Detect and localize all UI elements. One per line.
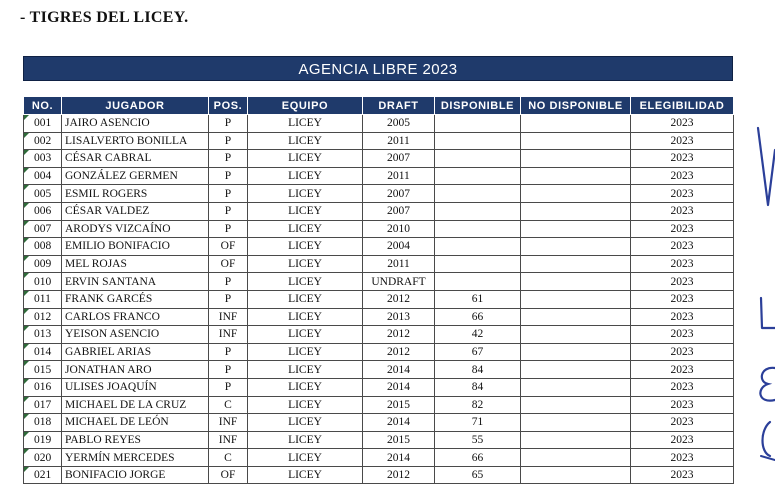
cell-not-available <box>521 185 631 203</box>
cell-eligibility: 2023 <box>631 220 734 238</box>
cell-draft: 2014 <box>363 414 435 432</box>
column-header-draft: DRAFT <box>363 97 435 115</box>
cell-player: ERVIN SANTANA <box>62 273 209 291</box>
cell-player: ESMIL ROGERS <box>62 185 209 203</box>
cell-no: 014 <box>24 343 62 361</box>
cell-position: P <box>209 343 248 361</box>
table-header-row <box>24 97 734 115</box>
cell-no: 019 <box>24 431 62 449</box>
table-row <box>24 255 734 273</box>
column-header-eligibility: ELEGIBILIDAD <box>631 97 734 115</box>
cell-team: LICEY <box>248 449 363 467</box>
cell-not-available <box>521 273 631 291</box>
table-row <box>24 220 734 238</box>
cell-team: LICEY <box>248 378 363 396</box>
cell-not-available <box>521 150 631 168</box>
cell-draft: 2014 <box>363 449 435 467</box>
cell-available <box>435 132 521 150</box>
cell-position: OF <box>209 466 248 484</box>
cell-no: 021 <box>24 466 62 484</box>
cell-position: INF <box>209 308 248 326</box>
cell-team: LICEY <box>248 396 363 414</box>
cell-eligibility: 2023 <box>631 308 734 326</box>
cell-draft: 2004 <box>363 238 435 256</box>
cell-player: PABLO REYES <box>62 431 209 449</box>
cell-player: YEISON ASENCIO <box>62 326 209 344</box>
cell-available <box>435 220 521 238</box>
cell-team: LICEY <box>248 115 363 133</box>
table-row <box>24 396 734 414</box>
cell-draft: 2007 <box>363 202 435 220</box>
cell-team: LICEY <box>248 238 363 256</box>
cell-player: FRANK GARCÉS <box>62 290 209 308</box>
cell-not-available <box>521 202 631 220</box>
handwritten-margin-marks <box>748 110 775 490</box>
cell-eligibility: 2023 <box>631 255 734 273</box>
cell-eligibility: 2023 <box>631 378 734 396</box>
cell-not-available <box>521 361 631 379</box>
table-row <box>24 115 734 133</box>
cell-eligibility: 2023 <box>631 396 734 414</box>
cell-eligibility: 2023 <box>631 150 734 168</box>
table-row <box>24 466 734 484</box>
table-row <box>24 361 734 379</box>
cell-not-available <box>521 343 631 361</box>
cell-player: GABRIEL ARIAS <box>62 343 209 361</box>
cell-draft: 2015 <box>363 396 435 414</box>
cell-no: 016 <box>24 378 62 396</box>
cell-not-available <box>521 220 631 238</box>
table-row <box>24 326 734 344</box>
cell-no: 008 <box>24 238 62 256</box>
cell-eligibility: 2023 <box>631 431 734 449</box>
cell-eligibility: 2023 <box>631 273 734 291</box>
column-header-position: POS. <box>209 97 248 115</box>
cell-player: MICHAEL DE LA CRUZ <box>62 396 209 414</box>
cell-team: LICEY <box>248 185 363 203</box>
cell-eligibility: 2023 <box>631 167 734 185</box>
cell-no: 005 <box>24 185 62 203</box>
cell-no: 006 <box>24 202 62 220</box>
cell-not-available <box>521 431 631 449</box>
cell-player: LISALVERTO BONILLA <box>62 132 209 150</box>
cell-draft: 2015 <box>363 431 435 449</box>
cell-team: LICEY <box>248 343 363 361</box>
cell-no: 011 <box>24 290 62 308</box>
cell-player: YERMÍN MERCEDES <box>62 449 209 467</box>
cell-position: C <box>209 449 248 467</box>
cell-team: LICEY <box>248 466 363 484</box>
cell-no: 004 <box>24 167 62 185</box>
cell-player: BONIFACIO JORGE <box>62 466 209 484</box>
cell-not-available <box>521 308 631 326</box>
cell-player: MEL ROJAS <box>62 255 209 273</box>
cell-position: INF <box>209 414 248 432</box>
table-row <box>24 132 734 150</box>
cell-not-available <box>521 396 631 414</box>
cell-draft: 2012 <box>363 326 435 344</box>
cell-available: 84 <box>435 361 521 379</box>
cell-eligibility: 2023 <box>631 466 734 484</box>
table-row <box>24 378 734 396</box>
cell-draft: 2011 <box>363 255 435 273</box>
cell-player: GONZÁLEZ GERMEN <box>62 167 209 185</box>
column-header-not-available: NO DISPONIBLE <box>521 97 631 115</box>
cell-eligibility: 2023 <box>631 343 734 361</box>
cell-available <box>435 185 521 203</box>
cell-available: 84 <box>435 378 521 396</box>
cell-position: INF <box>209 326 248 344</box>
cell-not-available <box>521 115 631 133</box>
cell-team: LICEY <box>248 326 363 344</box>
cell-eligibility: 2023 <box>631 326 734 344</box>
cell-not-available <box>521 378 631 396</box>
cell-team: LICEY <box>248 167 363 185</box>
cell-available <box>435 202 521 220</box>
cell-team: LICEY <box>248 290 363 308</box>
cell-no: 020 <box>24 449 62 467</box>
cell-team: LICEY <box>248 414 363 432</box>
cell-no: 001 <box>24 115 62 133</box>
cell-no: 007 <box>24 220 62 238</box>
cell-player: CÉSAR VALDEZ <box>62 202 209 220</box>
column-header-player: JUGADOR <box>62 97 209 115</box>
cell-available: 42 <box>435 326 521 344</box>
cell-draft: 2007 <box>363 185 435 203</box>
cell-player: CARLOS FRANCO <box>62 308 209 326</box>
cell-available <box>435 167 521 185</box>
cell-available: 67 <box>435 343 521 361</box>
cell-eligibility: 2023 <box>631 290 734 308</box>
cell-available <box>435 115 521 133</box>
cell-available <box>435 255 521 273</box>
cell-eligibility: 2023 <box>631 202 734 220</box>
cell-no: 010 <box>24 273 62 291</box>
cell-no: 012 <box>24 308 62 326</box>
cell-not-available <box>521 132 631 150</box>
cell-not-available <box>521 414 631 432</box>
table-row <box>24 238 734 256</box>
column-header-no: NO. <box>24 97 62 115</box>
cell-available: 82 <box>435 396 521 414</box>
cell-team: LICEY <box>248 202 363 220</box>
cell-player: CÉSAR CABRAL <box>62 150 209 168</box>
cell-draft: 2014 <box>363 378 435 396</box>
cell-eligibility: 2023 <box>631 414 734 432</box>
cell-draft: 2011 <box>363 132 435 150</box>
cell-position: P <box>209 150 248 168</box>
cell-team: LICEY <box>248 431 363 449</box>
cell-position: P <box>209 378 248 396</box>
cell-position: P <box>209 202 248 220</box>
table-row <box>24 308 734 326</box>
roster-table <box>23 96 734 484</box>
cell-no: 018 <box>24 414 62 432</box>
cell-available: 66 <box>435 308 521 326</box>
cell-available: 61 <box>435 290 521 308</box>
cell-player: JAIRO ASENCIO <box>62 115 209 133</box>
cell-available: 55 <box>435 431 521 449</box>
cell-player: ARODYS VIZCAÍNO <box>62 220 209 238</box>
cell-not-available <box>521 255 631 273</box>
cell-position: P <box>209 185 248 203</box>
cell-no: 013 <box>24 326 62 344</box>
cell-team: LICEY <box>248 150 363 168</box>
cell-not-available <box>521 466 631 484</box>
cell-no: 003 <box>24 150 62 168</box>
cell-eligibility: 2023 <box>631 132 734 150</box>
roster-body <box>24 115 734 484</box>
cell-position: OF <box>209 255 248 273</box>
table-row <box>24 290 734 308</box>
cell-player: JONATHAN ARO <box>62 361 209 379</box>
table-row <box>24 185 734 203</box>
cell-not-available <box>521 449 631 467</box>
table-row <box>24 343 734 361</box>
column-header-team: EQUIPO <box>248 97 363 115</box>
cell-available: 71 <box>435 414 521 432</box>
cell-position: C <box>209 396 248 414</box>
cell-position: P <box>209 115 248 133</box>
cell-available <box>435 238 521 256</box>
cell-position: P <box>209 361 248 379</box>
cell-not-available <box>521 290 631 308</box>
cell-no: 017 <box>24 396 62 414</box>
cell-player: MICHAEL DE LEÓN <box>62 414 209 432</box>
cell-team: LICEY <box>248 273 363 291</box>
cell-draft: 2014 <box>363 361 435 379</box>
cell-position: INF <box>209 431 248 449</box>
cell-eligibility: 2023 <box>631 238 734 256</box>
table-row <box>24 414 734 432</box>
cell-draft: 2012 <box>363 290 435 308</box>
cell-not-available <box>521 238 631 256</box>
table-row <box>24 150 734 168</box>
cell-eligibility: 2023 <box>631 115 734 133</box>
cell-no: 015 <box>24 361 62 379</box>
table-row <box>24 431 734 449</box>
cell-available: 66 <box>435 449 521 467</box>
cell-position: P <box>209 132 248 150</box>
cell-position: P <box>209 290 248 308</box>
cell-team: LICEY <box>248 361 363 379</box>
cell-no: 009 <box>24 255 62 273</box>
table-row <box>24 449 734 467</box>
cell-available <box>435 150 521 168</box>
cell-draft: 2011 <box>363 167 435 185</box>
cell-draft: 2012 <box>363 466 435 484</box>
cell-position: OF <box>209 238 248 256</box>
cell-position: P <box>209 167 248 185</box>
table-row <box>24 202 734 220</box>
cell-available <box>435 273 521 291</box>
cell-draft: 2005 <box>363 115 435 133</box>
page-heading: - TIGRES DEL LICEY. <box>20 9 189 26</box>
table-row <box>24 167 734 185</box>
cell-draft: UNDRAFT <box>363 273 435 291</box>
cell-eligibility: 2023 <box>631 185 734 203</box>
cell-no: 002 <box>24 132 62 150</box>
cell-available: 65 <box>435 466 521 484</box>
cell-position: P <box>209 273 248 291</box>
cell-player: ULISES JOAQUÍN <box>62 378 209 396</box>
cell-draft: 2010 <box>363 220 435 238</box>
table-banner: AGENCIA LIBRE 2023 <box>23 56 733 81</box>
cell-draft: 2007 <box>363 150 435 168</box>
cell-eligibility: 2023 <box>631 449 734 467</box>
cell-not-available <box>521 326 631 344</box>
cell-team: LICEY <box>248 255 363 273</box>
cell-draft: 2012 <box>363 343 435 361</box>
cell-position: P <box>209 220 248 238</box>
cell-eligibility: 2023 <box>631 361 734 379</box>
cell-team: LICEY <box>248 308 363 326</box>
cell-team: LICEY <box>248 220 363 238</box>
column-header-available: DISPONIBLE <box>435 97 521 115</box>
table-row <box>24 273 734 291</box>
cell-team: LICEY <box>248 132 363 150</box>
cell-draft: 2013 <box>363 308 435 326</box>
cell-not-available <box>521 167 631 185</box>
cell-player: EMILIO BONIFACIO <box>62 238 209 256</box>
